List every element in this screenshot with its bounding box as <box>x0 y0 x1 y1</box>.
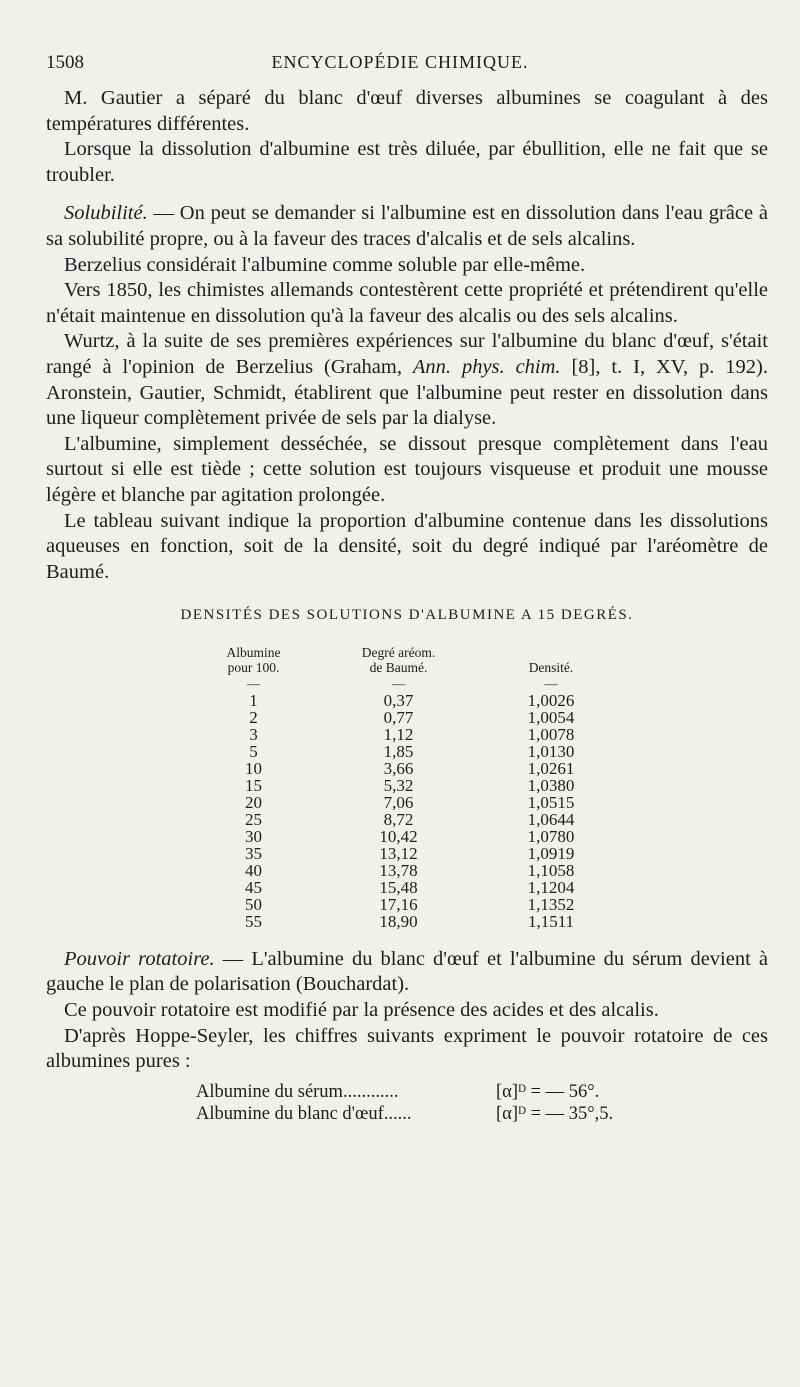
density-table <box>186 645 626 930</box>
paragraph: Lorsque la dissolution d'albumine est très diluée, par ébullition, elle ne fait que se troubler. <box>46 138 768 186</box>
running-title: ENCYCLOPÉDIE CHIMIQUE. <box>271 52 529 72</box>
table-row: 25 8,72 1,0644 <box>245 809 575 829</box>
paragraph-text: — L'albumine du blanc d'œuf et l'albumine du sérum devient à gauche le plan de polarisation (Bouchardat). <box>46 947 768 996</box>
rotation-row <box>196 1103 768 1125</box>
rotation-value: [α]ᴰ = — 56°. <box>496 1081 600 1102</box>
paragraph-text: — On peut se demander si l'albumine est en dissolution dans l'eau grâce à sa solubilité propre, ou à la faveur des traces d'alcalis et de sels alcalins. <box>46 202 768 250</box>
page-body <box>46 86 768 1125</box>
column-header-baume: Degré aréom. de Baumé. <box>361 644 436 675</box>
paragraph-wurtz <box>46 329 768 431</box>
table-row: 15 5,32 1,0380 <box>245 775 575 795</box>
paragraph: Le tableau suivant indique la proportion d'albumine contenue dans les dissolutions aqueuses en fonction, soit de la densité, soit du degré indiqué par l'aréomètre de Baumé. <box>46 509 768 583</box>
paragraph: D'après Hoppe-Seyler, les chiffres suivants expriment le pouvoir rotatoire de ces albumines pures : <box>46 1024 768 1073</box>
table-row: 50 17,16 1,1352 <box>245 894 575 914</box>
paragraph-pouvoir-rotatoire <box>46 947 768 998</box>
table-row: 1 0,37 1,0026 <box>249 690 575 710</box>
rotation-label: Albumine du blanc d'œuf...... <box>196 1103 412 1124</box>
page-number: 1508 <box>46 52 84 73</box>
table-row: 35 13,12 1,0919 <box>245 843 575 863</box>
column-header-densite: Densité. <box>528 659 574 675</box>
section-heading-pouvoir-rotatoire: Pouvoir rotatoire. <box>64 947 215 970</box>
column-header-albumine: Albumine pour 100. <box>226 644 281 675</box>
table-row: 45 15,48 1,1204 <box>245 877 575 897</box>
table-row: 55 18,90 1,1511 <box>245 911 575 931</box>
rotation-row <box>196 1081 768 1103</box>
table-row: 10 3,66 1,0261 <box>245 758 575 778</box>
paragraph-text: [8], t. I, XV, p. 192). Aronstein, Gautier, Schmidt, établirent que l'albumine peut rester en dissolution dans une liqueur complètement privée de sels par la dialyse. <box>46 355 768 430</box>
paragraph-text: Wurtz, à la suite de ses premières expériences sur l'albumine du blanc d'œuf, s'était rangé à l'opinion de Berzelius (Graham, <box>46 330 768 378</box>
rotation-label: Albumine du sérum............ <box>196 1081 399 1102</box>
paragraph: Berzelius considérait l'albumine comme soluble par elle-même. <box>64 253 586 276</box>
section-heading-solubilite: Solubilité. <box>64 202 148 225</box>
paragraph: L'albumine, simplement desséchée, se dissout presque complètement dans l'eau surtout si elle est tiède ; cette solution est toujours visqueuse et produit une mousse légère et blanche par agitation prolongée. <box>46 432 768 506</box>
table-header-row <box>186 645 626 675</box>
table-caption: DENSITÉS DES SOLUTIONS D'ALBUMINE A 15 DEGRÉS. <box>180 607 634 624</box>
table-row: 40 13,78 1,1058 <box>245 860 575 880</box>
paragraph: Ce pouvoir rotatoire est modifié par la présence des acides et des alcalis. <box>64 999 659 1022</box>
table-row: 2 0,77 1,0054 <box>249 707 575 727</box>
paragraph: Vers 1850, les chimistes allemands contestèrent cette propriété et prétendirent qu'elle n'était maintenue en dissolution qu'à la faveur des alcalis ou des sels alcalins. <box>46 279 768 327</box>
table-dash-row: — — — <box>247 675 558 691</box>
table-row: 20 7,06 1,0515 <box>245 792 575 812</box>
rotation-value: [α]ᴰ = — 35°,5. <box>496 1103 614 1124</box>
journal-citation: Ann. phys. chim. <box>412 355 561 378</box>
table-row: 5 1,85 1,0130 <box>249 741 575 761</box>
paragraph-solubilite <box>46 201 768 252</box>
paragraph: M. Gautier a séparé du blanc d'œuf diverses albumines se coagulant à des températures différentes. <box>46 87 768 135</box>
page-header <box>40 52 760 80</box>
rotation-list <box>196 1081 768 1125</box>
table-row: 30 10,42 1,0780 <box>245 826 575 846</box>
table-row: 3 1,12 1,0078 <box>249 724 575 744</box>
